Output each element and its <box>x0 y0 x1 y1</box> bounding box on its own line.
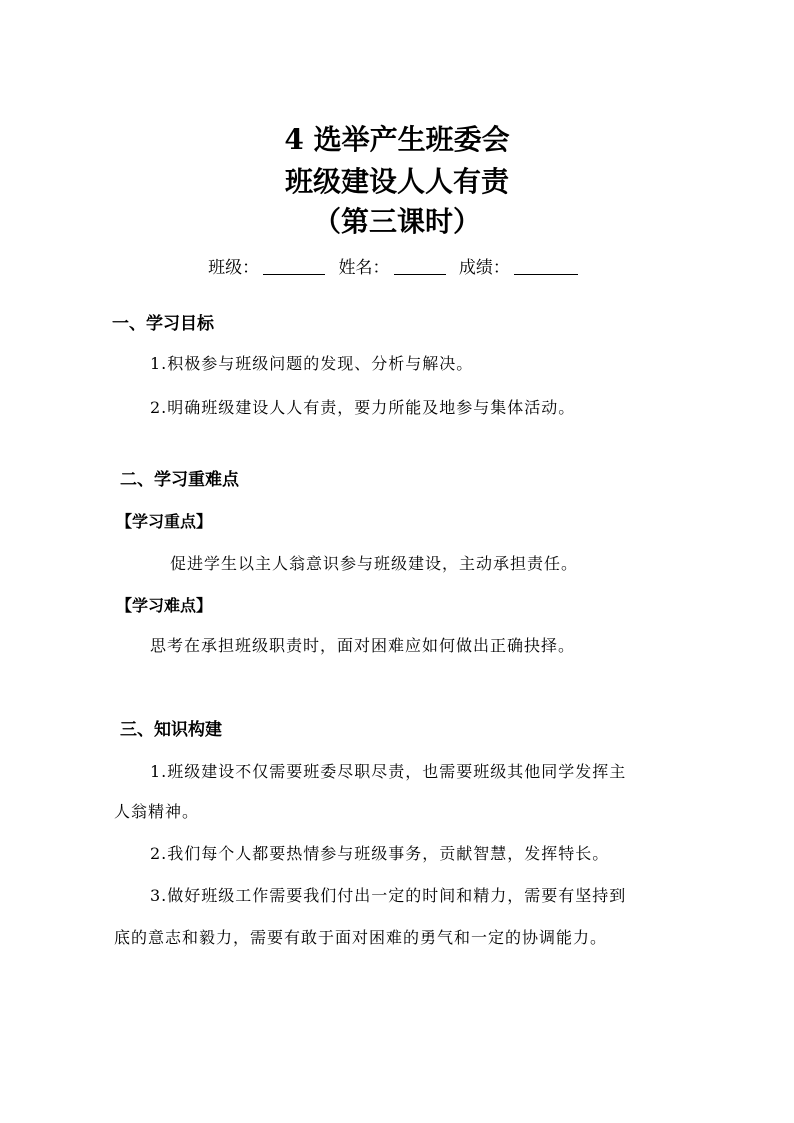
objective-item: 2.明确班级建设人人有责，要力所能及地参与集体活动。 <box>150 398 576 417</box>
knowledge-item-1-line-1: 1.班级建设不仅需要班委尽职尽责，也需要班级其他同学发挥主 <box>150 762 627 781</box>
score-blank <box>514 258 578 275</box>
difficulty-label: 【学习难点】 <box>116 596 213 615</box>
section-heading-key-points: 二、学习重难点 <box>120 470 239 490</box>
knowledge-item-3-line-2: 底的意志和毅力，需要有敢于面对困难的勇气和一定的协调能力。 <box>114 928 608 947</box>
objective-item: 1.积极参与班级问题的发现、分析与解决。 <box>150 354 474 373</box>
score-label: 成绩： <box>458 258 510 278</box>
section-heading-knowledge: 三、知识构建 <box>120 720 222 740</box>
student-info-line <box>0 256 794 280</box>
lesson-period: （第三课时） <box>312 205 481 238</box>
knowledge-item-3-line-1: 3.做好班级工作需要我们付出一定的时间和精力，需要有坚持到 <box>150 886 627 905</box>
focus-label: 【学习重点】 <box>116 512 213 531</box>
difficulty-text: 思考在承担班级职责时，面对困难应如何做出正确抉择。 <box>150 636 576 655</box>
section-heading-objectives: 一、学习目标 <box>112 314 214 334</box>
name-label: 姓名： <box>338 258 390 278</box>
knowledge-item-2: 2.我们每个人都要热情参与班级事务，贡献智慧，发挥特长。 <box>150 844 610 863</box>
name-blank <box>394 258 446 275</box>
knowledge-item-1-line-2: 人翁精神。 <box>114 802 200 821</box>
lesson-subtitle: 班级建设人人有责 <box>284 165 509 198</box>
class-label: 班级： <box>208 258 260 278</box>
class-blank <box>263 258 325 275</box>
lesson-title: 4 选举产生班委会 <box>284 123 510 156</box>
focus-text: 促进学生以主人翁意识参与班级建设，主动承担责任。 <box>170 554 579 573</box>
